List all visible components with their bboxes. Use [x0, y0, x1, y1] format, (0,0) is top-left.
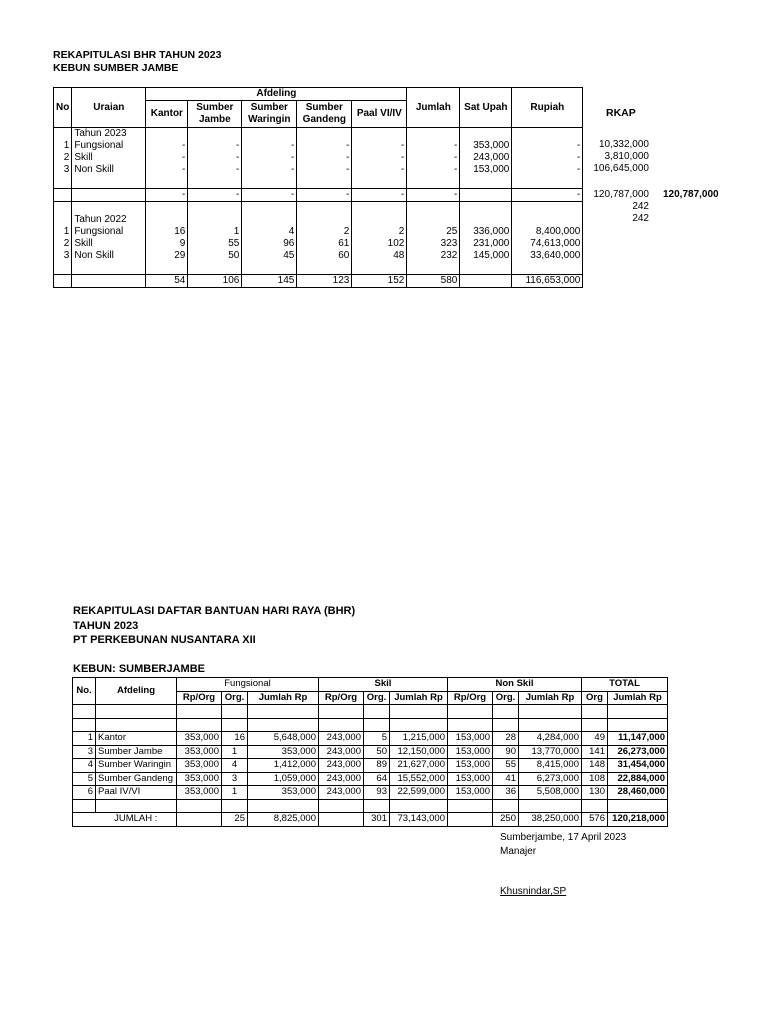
- row-no: 2: [54, 238, 72, 250]
- cell-n-rporg: 153,000: [448, 732, 493, 746]
- cell-kantor: 9: [146, 238, 188, 250]
- table-row: [54, 250, 583, 262]
- row-no: 3: [54, 164, 72, 176]
- col-f-jumlah: Jumlah Rp: [248, 691, 319, 705]
- total-n-jumlah: 38,250,000: [519, 813, 582, 827]
- cell-sumber-waringin: 96: [242, 238, 297, 250]
- doc2-year: TAHUN 2023: [73, 620, 139, 632]
- total-f-jumlah: 8,825,000: [248, 813, 319, 827]
- cell-sumber-jambe: 55: [188, 238, 242, 250]
- bhr-recap-table: [53, 87, 583, 288]
- total-label: JUMLAH :: [96, 813, 177, 827]
- spacer-row: [54, 176, 583, 189]
- rkap-count-b: 242: [632, 213, 649, 224]
- col-t-org: Org: [582, 691, 608, 705]
- cell-paal: -: [352, 164, 407, 176]
- cell-n-jumlah: 13,770,000: [519, 745, 582, 759]
- total-paal: 152: [352, 275, 407, 288]
- cell-f-jumlah: 353,000: [248, 786, 319, 800]
- cell-t-org: 130: [582, 786, 608, 800]
- row-no: 3: [54, 250, 72, 262]
- cell-s-jumlah: 1,215,000: [390, 732, 448, 746]
- section-label: Tahun 2022: [72, 214, 146, 226]
- total-rupiah: -: [512, 189, 583, 202]
- cell-t-jumlah: 28,460,000: [608, 786, 668, 800]
- cell-sumber-gandeng: -: [297, 152, 352, 164]
- table-row: [54, 238, 583, 250]
- cell-jumlah: -: [407, 152, 460, 164]
- section-2023-label-row: [54, 128, 583, 141]
- rkap-total: 120,787,000: [593, 189, 649, 200]
- cell-s-org: 64: [364, 772, 390, 786]
- col-t-jumlah: Jumlah Rp: [608, 691, 668, 705]
- col-non-skil: Non Skil: [448, 678, 582, 692]
- col-uraian: Uraian: [72, 88, 146, 128]
- table-row: [54, 140, 583, 152]
- cell-f-jumlah: 353,000: [248, 745, 319, 759]
- table-row: [54, 226, 583, 238]
- cell-n-jumlah: 4,284,000: [519, 732, 582, 746]
- cell-sumber-jambe: -: [188, 164, 242, 176]
- table-row: [54, 164, 583, 176]
- cell-f-rporg: 353,000: [177, 759, 222, 773]
- col-fungsional: Fungsional: [177, 678, 319, 692]
- cell-rupiah: 33,640,000: [512, 250, 583, 262]
- cell-sat-upah: 153,000: [460, 164, 512, 176]
- table-row: [73, 772, 668, 786]
- cell-kantor: -: [146, 152, 188, 164]
- signer-position: Manajer: [500, 846, 537, 857]
- cell-paal: 102: [352, 238, 407, 250]
- cell-sumber-gandeng: -: [297, 140, 352, 152]
- col-kantor: Kantor: [146, 101, 188, 128]
- row-uraian: Non Skill: [72, 250, 146, 262]
- bhr-list-table: [72, 677, 668, 827]
- total-paal: -: [352, 189, 407, 202]
- col-sumber-jambe: Sumber Jambe: [188, 101, 242, 128]
- total-t-org: 576: [582, 813, 608, 827]
- col-rupiah: Rupiah: [512, 88, 583, 128]
- cell-jumlah: -: [407, 164, 460, 176]
- cell-sumber-waringin: 45: [242, 250, 297, 262]
- total-row-2022: [54, 275, 583, 288]
- cell-n-org: 41: [493, 772, 519, 786]
- cell-rupiah: 74,613,000: [512, 238, 583, 250]
- cell-f-org: 1: [222, 786, 248, 800]
- table-row: [73, 759, 668, 773]
- total-s-jumlah: 73,143,000: [390, 813, 448, 827]
- col-skil: Skil: [319, 678, 448, 692]
- cell-sumber-jambe: 50: [188, 250, 242, 262]
- col-f-rporg: Rp/Org: [177, 691, 222, 705]
- col-s-rporg: Rp/Org: [319, 691, 364, 705]
- row-no: 2: [54, 152, 72, 164]
- col-f-org: Org.: [222, 691, 248, 705]
- spacer-row: [73, 718, 668, 732]
- row-uraian: Fungsional: [72, 140, 146, 152]
- cell-f-org: 3: [222, 772, 248, 786]
- row-no: 1: [73, 732, 96, 746]
- cell-sumber-jambe: 1: [188, 226, 242, 238]
- row-uraian: Non Skill: [72, 164, 146, 176]
- col-n-org: Org.: [493, 691, 519, 705]
- cell-n-rporg: 153,000: [448, 745, 493, 759]
- cell-sumber-gandeng: 61: [297, 238, 352, 250]
- row-no: 6: [73, 786, 96, 800]
- row-no: 1: [54, 226, 72, 238]
- cell-n-rporg: 153,000: [448, 786, 493, 800]
- cell-sat-upah: 231,000: [460, 238, 512, 250]
- total-f-org: 25: [222, 813, 248, 827]
- cell-s-org: 89: [364, 759, 390, 773]
- col-jumlah: Jumlah: [407, 88, 460, 128]
- col-total: TOTAL: [582, 678, 668, 692]
- section-2022-label-row: [54, 214, 583, 226]
- total-sumber-gandeng: -: [297, 189, 352, 202]
- cell-s-jumlah: 22,599,000: [390, 786, 448, 800]
- cell-paal: 2: [352, 226, 407, 238]
- cell-paal: 48: [352, 250, 407, 262]
- cell-s-rporg: 243,000: [319, 772, 364, 786]
- cell-n-org: 36: [493, 786, 519, 800]
- cell-f-rporg: 353,000: [177, 786, 222, 800]
- rkap-non-skill: 106,645,000: [593, 163, 649, 174]
- total-sumber-jambe: 106: [188, 275, 242, 288]
- total-kantor: -: [146, 189, 188, 202]
- cell-f-org: 1: [222, 745, 248, 759]
- rkap-count-a: 242: [632, 201, 649, 212]
- spacer-row: [73, 705, 668, 719]
- row-afdeling: Paal IV/VI: [96, 786, 177, 800]
- cell-s-rporg: 243,000: [319, 732, 364, 746]
- cell-sat-upah: 353,000: [460, 140, 512, 152]
- total-sumber-jambe: -: [188, 189, 242, 202]
- row-no: 3: [73, 745, 96, 759]
- cell-s-org: 50: [364, 745, 390, 759]
- cell-n-org: 55: [493, 759, 519, 773]
- cell-f-org: 16: [222, 732, 248, 746]
- section-label: Tahun 2023: [72, 128, 146, 141]
- cell-s-rporg: 243,000: [319, 759, 364, 773]
- total-jumlah: -: [407, 189, 460, 202]
- cell-f-jumlah: 1,059,000: [248, 772, 319, 786]
- cell-sumber-waringin: -: [242, 152, 297, 164]
- row-no: 5: [73, 772, 96, 786]
- cell-sumber-waringin: -: [242, 164, 297, 176]
- spacer-row: [54, 262, 583, 275]
- cell-kantor: 16: [146, 226, 188, 238]
- cell-rupiah: -: [512, 140, 583, 152]
- table-row: [54, 152, 583, 164]
- cell-f-rporg: 353,000: [177, 772, 222, 786]
- col-no: No.: [73, 678, 96, 705]
- cell-rupiah: -: [512, 164, 583, 176]
- cell-f-rporg: 353,000: [177, 745, 222, 759]
- doc2-title: REKAPITULASI DAFTAR BANTUAN HARI RAYA (BHR): [73, 605, 356, 617]
- cell-sat-upah: 145,000: [460, 250, 512, 262]
- cell-t-org: 141: [582, 745, 608, 759]
- cell-t-org: 148: [582, 759, 608, 773]
- cell-sumber-jambe: -: [188, 152, 242, 164]
- spacer-row: [73, 799, 668, 813]
- doc2-company: PT PERKEBUNAN NUSANTARA XII: [73, 634, 256, 646]
- cell-sumber-gandeng: 2: [297, 226, 352, 238]
- cell-t-jumlah: 22,884,000: [608, 772, 668, 786]
- total-sumber-waringin: 145: [242, 275, 297, 288]
- row-uraian: Fungsional: [72, 226, 146, 238]
- row-no: 1: [54, 140, 72, 152]
- cell-kantor: -: [146, 140, 188, 152]
- col-sat-upah: Sat Upah: [460, 88, 512, 128]
- cell-n-jumlah: 8,415,000: [519, 759, 582, 773]
- cell-t-org: 108: [582, 772, 608, 786]
- rkap-fungsional: 10,332,000: [598, 139, 649, 150]
- cell-f-org: 4: [222, 759, 248, 773]
- col-s-jumlah: Jumlah Rp: [390, 691, 448, 705]
- cell-kantor: -: [146, 164, 188, 176]
- row-no: 4: [73, 759, 96, 773]
- cell-f-rporg: 353,000: [177, 732, 222, 746]
- col-sumber-gandeng: Sumber Gandeng: [297, 101, 352, 128]
- total-s-org: 301: [364, 813, 390, 827]
- cell-s-rporg: 243,000: [319, 786, 364, 800]
- cell-f-jumlah: 1,412,000: [248, 759, 319, 773]
- cell-t-jumlah: 11,147,000: [608, 732, 668, 746]
- cell-t-jumlah: 31,454,000: [608, 759, 668, 773]
- cell-jumlah: 25: [407, 226, 460, 238]
- table-row: [73, 745, 668, 759]
- rkap-header: RKAP: [606, 107, 636, 119]
- cell-jumlah: 232: [407, 250, 460, 262]
- col-afdeling: Afdeling: [96, 678, 177, 705]
- cell-n-rporg: 153,000: [448, 759, 493, 773]
- table-row: [73, 732, 668, 746]
- doc2-kebun: KEBUN: SUMBERJAMBE: [73, 663, 206, 675]
- cell-sumber-gandeng: -: [297, 164, 352, 176]
- total-row-2023: [54, 189, 583, 202]
- total-sumber-gandeng: 123: [297, 275, 352, 288]
- col-paal: Paal VI/IV: [352, 101, 407, 128]
- cell-rupiah: -: [512, 152, 583, 164]
- cell-sat-upah: 243,000: [460, 152, 512, 164]
- cell-paal: -: [352, 152, 407, 164]
- doc1-title: REKAPITULASI BHR TAHUN 2023: [53, 49, 222, 61]
- col-n-rporg: Rp/Org: [448, 691, 493, 705]
- col-s-org: Org.: [364, 691, 390, 705]
- cell-n-org: 28: [493, 732, 519, 746]
- total-rupiah: 116,653,000: [512, 275, 583, 288]
- cell-n-org: 90: [493, 745, 519, 759]
- row-uraian: Skill: [72, 238, 146, 250]
- total-t-jumlah: 120,218,000: [608, 813, 668, 827]
- cell-t-jumlah: 26,273,000: [608, 745, 668, 759]
- rkap-skill: 3,810,000: [604, 151, 649, 162]
- rkap-total-bold: 120,787,000: [663, 189, 719, 200]
- spacer-row: [54, 202, 583, 215]
- cell-sumber-jambe: -: [188, 140, 242, 152]
- cell-sumber-waringin: 4: [242, 226, 297, 238]
- col-no: No: [54, 88, 72, 128]
- signer-name: Khusnindar,SP: [500, 886, 567, 897]
- col-n-jumlah: Jumlah Rp: [519, 691, 582, 705]
- cell-n-jumlah: 5,508,000: [519, 786, 582, 800]
- row-afdeling: Sumber Jambe: [96, 745, 177, 759]
- row-afdeling: Sumber Gandeng: [96, 772, 177, 786]
- col-sumber-waringin: Sumber Waringin: [242, 101, 297, 128]
- row-uraian: Skill: [72, 152, 146, 164]
- row-afdeling: Kantor: [96, 732, 177, 746]
- cell-s-org: 93: [364, 786, 390, 800]
- cell-kantor: 29: [146, 250, 188, 262]
- place-date: Sumberjambe, 17 April 2023: [500, 832, 627, 843]
- row-afdeling: Sumber Waringin: [96, 759, 177, 773]
- cell-s-jumlah: 21,627,000: [390, 759, 448, 773]
- cell-t-org: 49: [582, 732, 608, 746]
- doc1-subtitle: KEBUN SUMBER JAMBE: [53, 62, 179, 74]
- total-sumber-waringin: -: [242, 189, 297, 202]
- cell-s-jumlah: 15,552,000: [390, 772, 448, 786]
- total-n-org: 250: [493, 813, 519, 827]
- cell-rupiah: 8,400,000: [512, 226, 583, 238]
- cell-n-rporg: 153,000: [448, 772, 493, 786]
- cell-jumlah: -: [407, 140, 460, 152]
- cell-f-jumlah: 5,648,000: [248, 732, 319, 746]
- col-afdeling: Afdeling: [146, 88, 407, 101]
- cell-s-rporg: 243,000: [319, 745, 364, 759]
- cell-sumber-gandeng: 60: [297, 250, 352, 262]
- cell-sat-upah: 336,000: [460, 226, 512, 238]
- total-jumlah: 580: [407, 275, 460, 288]
- cell-jumlah: 323: [407, 238, 460, 250]
- total-kantor: 54: [146, 275, 188, 288]
- cell-s-jumlah: 12,150,000: [390, 745, 448, 759]
- cell-s-org: 5: [364, 732, 390, 746]
- cell-paal: -: [352, 140, 407, 152]
- cell-n-jumlah: 6,273,000: [519, 772, 582, 786]
- total-row: [73, 813, 668, 827]
- cell-sumber-waringin: -: [242, 140, 297, 152]
- table-row: [73, 786, 668, 800]
